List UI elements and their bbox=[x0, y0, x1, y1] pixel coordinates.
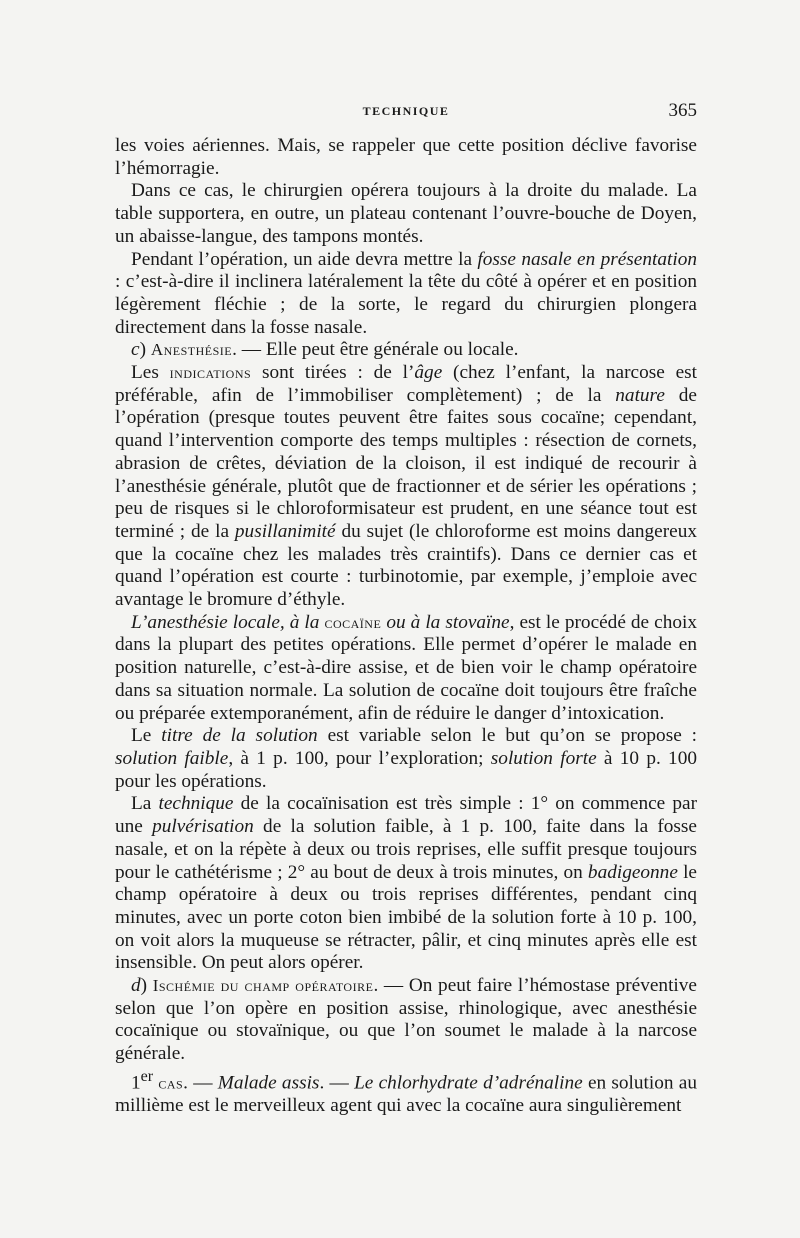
paragraph-premier-cas bbox=[115, 1066, 697, 1118]
text-run: ) bbox=[140, 975, 153, 997]
text-run: (chez l’enfant, la narcose est préférable, afin de l’immobiliser complètement) ; de la bbox=[115, 362, 697, 406]
paragraph-technique bbox=[115, 793, 697, 975]
text-run: est variable selon le but qu’on se propose : bbox=[317, 725, 698, 747]
paragraph-chirurgien-position bbox=[115, 180, 697, 248]
italic-term: nature bbox=[615, 384, 665, 406]
text-run: , est le procédé de choix dans la plupart des petites opérations. Elle permet d’opérer le malade en position naturelle, c’est-à-dire assise, et de bien voir le champ opératoire dans sa situation normale. La solution de cocaïne doit toujours être fraîche ou préparée extemporanément, afin de réduire le danger d’intoxication. bbox=[115, 611, 697, 724]
text-run: : c’est-à-dire il inclinera latéralement la tête du côté à opérer et en position légèrement fléchie ; de la sorte, le regard du chirurgien plongera directement dans la fosse nasale. bbox=[115, 271, 697, 338]
text-run: Le bbox=[131, 725, 162, 747]
italic-term: solution faible bbox=[115, 747, 229, 769]
text-run: Les bbox=[131, 362, 170, 384]
section-heading: Anesthésie bbox=[150, 340, 233, 360]
text-run: . — Elle peut être générale ou locale. bbox=[232, 339, 519, 361]
section-anesthesie bbox=[115, 339, 697, 362]
text-run: . — bbox=[183, 1072, 218, 1094]
section-heading: Ischémie du champ opératoire bbox=[152, 976, 374, 996]
italic-term: Le chlorhydrate d’adrénaline bbox=[354, 1072, 583, 1094]
italic-term: pusillanimité bbox=[234, 520, 336, 542]
text-run: de la solution faible, à 1 p. 100, faite dans la fosse nasale, et on la répète à deux ou trois reprises, elle suffit presque toujours pour le cathétérisme ; 2° au bout de deux à trois minutes, on bbox=[115, 816, 697, 883]
text-run: sont tirées : de l’ bbox=[251, 362, 415, 384]
small-caps-term: indications bbox=[169, 363, 252, 383]
text-run: de la cocaïnisation est très simple : 1° on commence par une bbox=[115, 793, 698, 838]
text-run: La bbox=[131, 793, 159, 815]
italic-term: badigeonne bbox=[587, 861, 678, 883]
superscript: er bbox=[140, 1067, 154, 1085]
text-run: Pendant l’opération, un aide devra mettre la bbox=[131, 248, 478, 270]
section-letter: d bbox=[131, 975, 141, 997]
text-run: le champ opératoire à deux ou trois reprises différentes, pendant cinq minutes, avec un porte coton bien imbibé de la solution forte à 10 p. 100, on voit alors la muqueuse se rétracter, pâlir, et cinq minutes après elle est insensible. On peut alors opérer. bbox=[115, 861, 697, 974]
paragraph-indications bbox=[115, 362, 697, 612]
text-run: 1 bbox=[131, 1072, 141, 1094]
text-run: à 10 p. 100 pour les opérations. bbox=[115, 747, 697, 792]
page-number: 365 bbox=[668, 100, 697, 121]
italic-term: solution forte bbox=[490, 747, 597, 769]
body-text bbox=[115, 135, 697, 1118]
text-run: . — On peut faire l’hémostase préventive selon que l’on opère en position assise, rhinologique, avec anesthésie cocaïnique ou stovaïnique, ou que l’on soumet le malade à la narcose générale. bbox=[115, 975, 697, 1065]
italic-term: fosse nasale en présentation bbox=[477, 248, 697, 270]
text-run: en solution au millième est le merveilleux agent qui avec la cocaïne aura singulièrement bbox=[115, 1072, 697, 1116]
paragraph-continuation bbox=[115, 135, 697, 180]
small-caps-term: cocaïne bbox=[324, 612, 382, 632]
italic-term: L’anesthésie locale, à la bbox=[131, 611, 325, 633]
paragraph-titre-solution bbox=[115, 725, 697, 793]
text-run: de l’opération (presque toutes peuvent être faites sous cocaïne; cependant, quand l’intervention comporte des temps multiples : résection de cornets, abrasion de crêtes, déviation de la cloison, il est indiqué de recourir à l’anesthésie générale, plutôt que de fractionner et de sérier les opérations ; peu de risques si le chloroformisateur est prudent, en une séance tout est terminé ; de la bbox=[115, 384, 697, 542]
italic-term: technique bbox=[158, 793, 234, 815]
running-head bbox=[115, 100, 697, 122]
text-run: . — bbox=[319, 1072, 355, 1094]
running-title: TECHNIQUE bbox=[362, 104, 450, 118]
paragraph-text: Dans ce cas, le chirurgien opérera toujours à la droite du malade. La table supportera, en outre, un plateau contenant l’ouvre-bouche de Doyen, un abaisse-langue, des tampons montés. bbox=[115, 180, 697, 247]
paragraph-aide-operation bbox=[115, 249, 697, 340]
italic-term: pulvérisation bbox=[152, 816, 254, 838]
italic-term: âge bbox=[414, 362, 443, 384]
paragraph-anesthesie-locale bbox=[115, 612, 697, 726]
small-caps-term: cas bbox=[153, 1073, 184, 1093]
section-letter: c bbox=[131, 339, 140, 361]
italic-term: ou à la stovaïne bbox=[381, 611, 510, 633]
section-ischemie bbox=[115, 975, 697, 1066]
text-run: ) bbox=[139, 339, 151, 361]
text-run: du sujet (le chloroforme est moins dangereux que la cocaïne chez les malades très craintifs). Dans ce dernier cas et quand l’opération est courte : turbinotomie, par exemple, j’emploie avec avantage le bromure d’éthyle. bbox=[115, 520, 697, 611]
italic-term: titre de la solution bbox=[161, 725, 318, 747]
paragraph-text: les voies aériennes. Mais, se rappeler que cette position déclive favorise l’hémorragie. bbox=[115, 135, 697, 179]
italic-term: Malade assis bbox=[217, 1072, 320, 1094]
text-run: , à 1 p. 100, pour l’exploration; bbox=[228, 747, 491, 769]
